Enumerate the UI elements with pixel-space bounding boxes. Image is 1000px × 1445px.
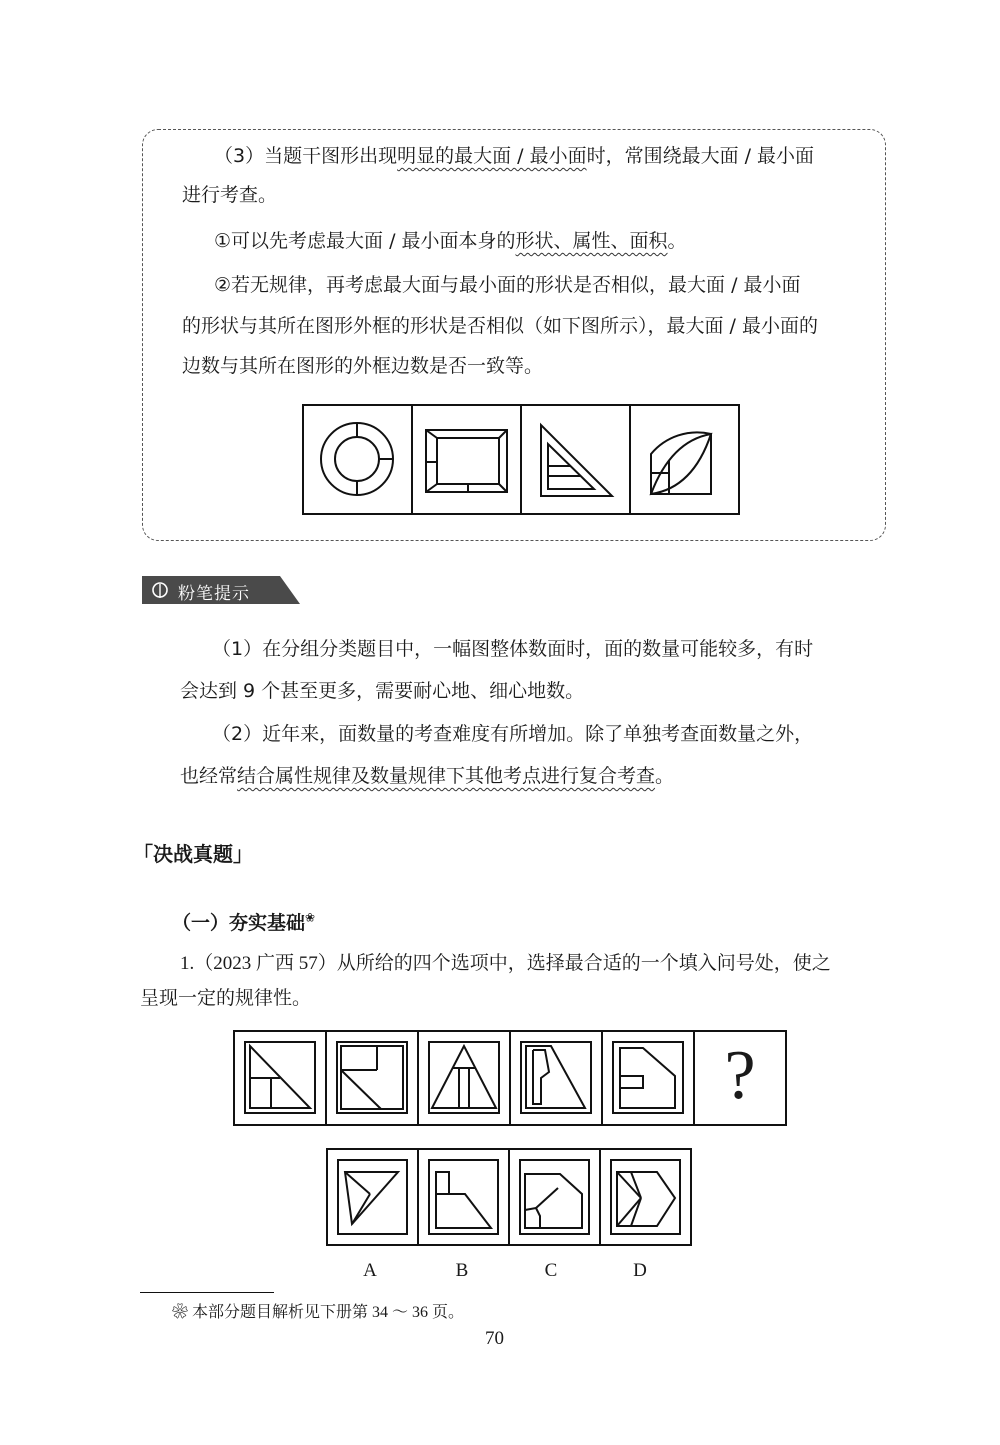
tip-sub1: ①可以先考虑最大面 / 最小面本身的形状、属性、面积。 [214, 230, 687, 252]
example-figure-triangle [522, 406, 631, 513]
tip-sub2-line2: 的形状与其所在图形外框的形状是否相似（如下图所示），最大面 / 最小面的 [182, 315, 818, 337]
question-figure-3 [419, 1032, 511, 1124]
tip-sub2-line3: 边数与其所在图形的外框边数是否一致等。 [182, 355, 544, 377]
question-figure-unknown [695, 1032, 785, 1124]
question-figure-5 [603, 1032, 695, 1124]
question-figure-4 [511, 1032, 603, 1124]
option-b-label[interactable]: B [455, 1260, 469, 1281]
option-d-label[interactable]: D [633, 1260, 647, 1281]
hint-p1-line1: （1）在分组分类题目中，一幅图整体数面时，面的数量可能较多，有时 [212, 638, 814, 660]
sub-section-title: （一）夯实基础❀ [172, 910, 316, 934]
footnote-rule [140, 1292, 274, 1293]
tip-sub2-line1: ②若无规律，再考虑最大面与最小面的形状是否相似，最大面 / 最小面 [214, 274, 801, 296]
question-figure-strip [233, 1030, 787, 1126]
hint-p2-line1: （2）近年来，面数量的考查难度有所增加。除了单独考查面数量之外， [212, 723, 814, 745]
hint-p2-line2: 也经常结合属性规律及数量规律下其他考点进行复合考查。 [180, 765, 675, 787]
question-mark: ? [724, 1037, 756, 1114]
example-figure-lens [631, 406, 738, 513]
option-b-figure[interactable] [419, 1150, 510, 1244]
option-a-label[interactable]: A [363, 1260, 377, 1281]
section-title: 「决战真题」 [133, 842, 253, 866]
footnote: ❀ 本部分题目解析见下册第 34 ～ 36 页。 [172, 1304, 465, 1321]
example-figure-strip [302, 404, 740, 515]
footnote-mark: ❀ [305, 910, 316, 925]
question-line2: 呈现一定的规律性。 [140, 987, 312, 1009]
tip-para3-line2: 进行考查。 [182, 184, 278, 206]
tip-para3-line1: （3）当题干图形出现明显的最大面 / 最小面时，常围绕最大面 / 最小面 [214, 145, 815, 167]
hint-p1-line2: 会达到 9 个甚至更多，需要耐心地、细心地数。 [180, 680, 585, 702]
option-c-figure[interactable] [510, 1150, 601, 1244]
option-a-figure[interactable] [328, 1150, 419, 1244]
example-figure-rectangle [413, 406, 522, 513]
hint-label-banner [142, 576, 300, 604]
hint-label-text: 粉笔提示 [178, 584, 250, 604]
question-figure-1 [235, 1032, 327, 1124]
page-number: 70 [485, 1328, 504, 1349]
option-d-figure[interactable] [601, 1150, 690, 1244]
question-figure-2 [327, 1032, 419, 1124]
question-line1: 1.（2023 广西 57）从所给的四个选项中，选择最合适的一个填入问号处，使之 [180, 953, 831, 974]
option-c-label[interactable]: C [544, 1260, 558, 1281]
options-figure-strip [326, 1148, 692, 1246]
example-figure-circle [304, 406, 413, 513]
